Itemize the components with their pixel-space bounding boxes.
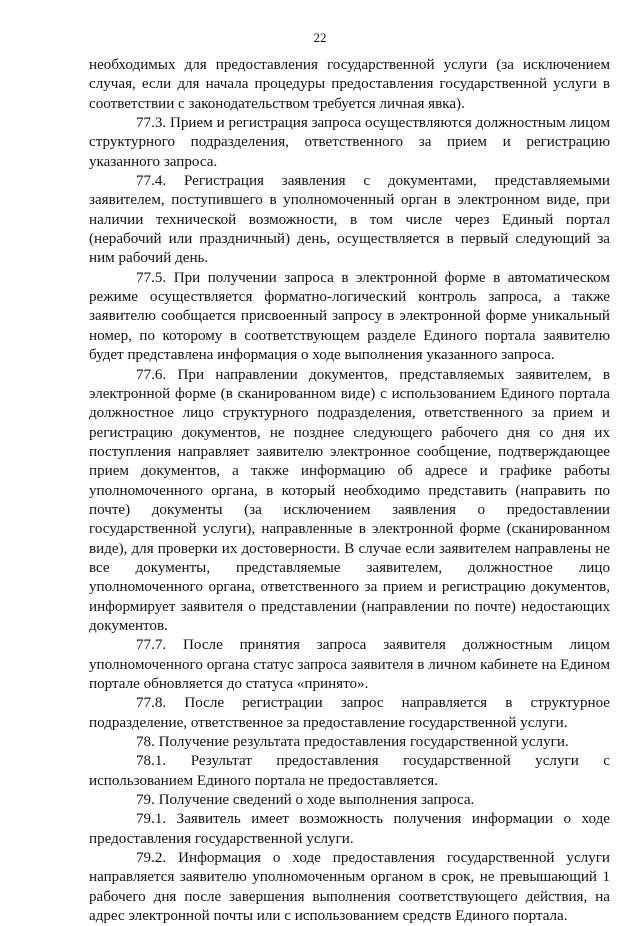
paragraph-77-5: 77.5. При получении запроса в электронной форме в автоматическом режиме осуществляется форматно-логический контроль запроса, а также заявителю сообщается присвоенный запросу в электронной форме уникальный номер, по которому в соответствующем разделе Единого портала заявителю будет представлена информация о ходе выполнения указанного запроса.	[89, 269, 610, 364]
paragraph-77-4: 77.4. Регистрация заявления с документами, представляемыми заявителем, поступившего в уполномоченный орган в электронном виде, при наличии технической возможности, в том числе через Единый портал (нерабочий или праздничный) день, осуществляется в первый следующий за ним рабочий день.	[89, 173, 610, 267]
paragraph-79-1: 79.1. Заявитель имеет возможность получения информации о ходе предоставления государственной услуги.	[89, 811, 610, 847]
paragraph-78: 78. Получение результата предоставления государственной услуги.	[136, 734, 569, 751]
paragraph-continuation: необходимых для предоставления государственной услуги (за исключением случая, если для начала процедуры предоставления государственной услуги в соответствии с законодательством требуется личная явка).	[89, 57, 610, 112]
paragraph-78-1: 78.1. Результат предоставления государственной услуги с использованием Единого портала не предоставляется.	[89, 753, 610, 789]
paragraph-79-2: 79.2. Информация о ходе предоставления государственной услуги направляется заявителю уполномоченным органом в срок, не превышающий 1 рабочего дня после завершения выполнения соответствующего действия, на адрес электронной почты или с использованием средств Единого портала.	[89, 850, 610, 925]
paragraph-77-7: 77.7. После принятия запроса заявителя должностным лицом уполномоченного органа статус запроса заявителя в личном кабинете на Едином портале обновляется до статуса «принято».	[89, 637, 610, 692]
paragraph-77-3: 77.3. Прием и регистрация запроса осуществляются должностным лицом структурного подразделения, ответственного за прием и регистрацию указанного запроса.	[89, 115, 610, 170]
paragraph-77-6: 77.6. При направлении документов, представляемых заявителем, в электронной форме (в сканированном виде) с использованием Единого портала должностное лицо структурного подразделения, ответственного за прием и регистрацию документов, не позднее следующего рабочего дня со дня их поступления направляет заявителю электронное сообщение, подтверждающее прием документов, а также информацию об адресе и графике работы уполномоченного органа, в который необходимо представить (направить по почте) документы (за исключением заявления о предоставлении государственной услуги), направленные в электронной форме (сканированном виде), для проверки их достоверности. В случае если заявителем направлены не все документы, представляемые заявителем, должностное лицо уполномоченного органа, ответственного за прием и регистрацию документов, информирует заявителя о представлении (направлении по почте) недостающих документов.	[89, 366, 610, 634]
paragraph-79: 79. Получение сведений о ходе выполнения запроса.	[136, 792, 475, 809]
document-body	[89, 56, 610, 926]
page-number: 22	[313, 30, 327, 45]
paragraph-77-8: 77.8. После регистрации запрос направляется в структурное подразделение, ответственное за предоставление государственной услуги.	[89, 695, 610, 731]
